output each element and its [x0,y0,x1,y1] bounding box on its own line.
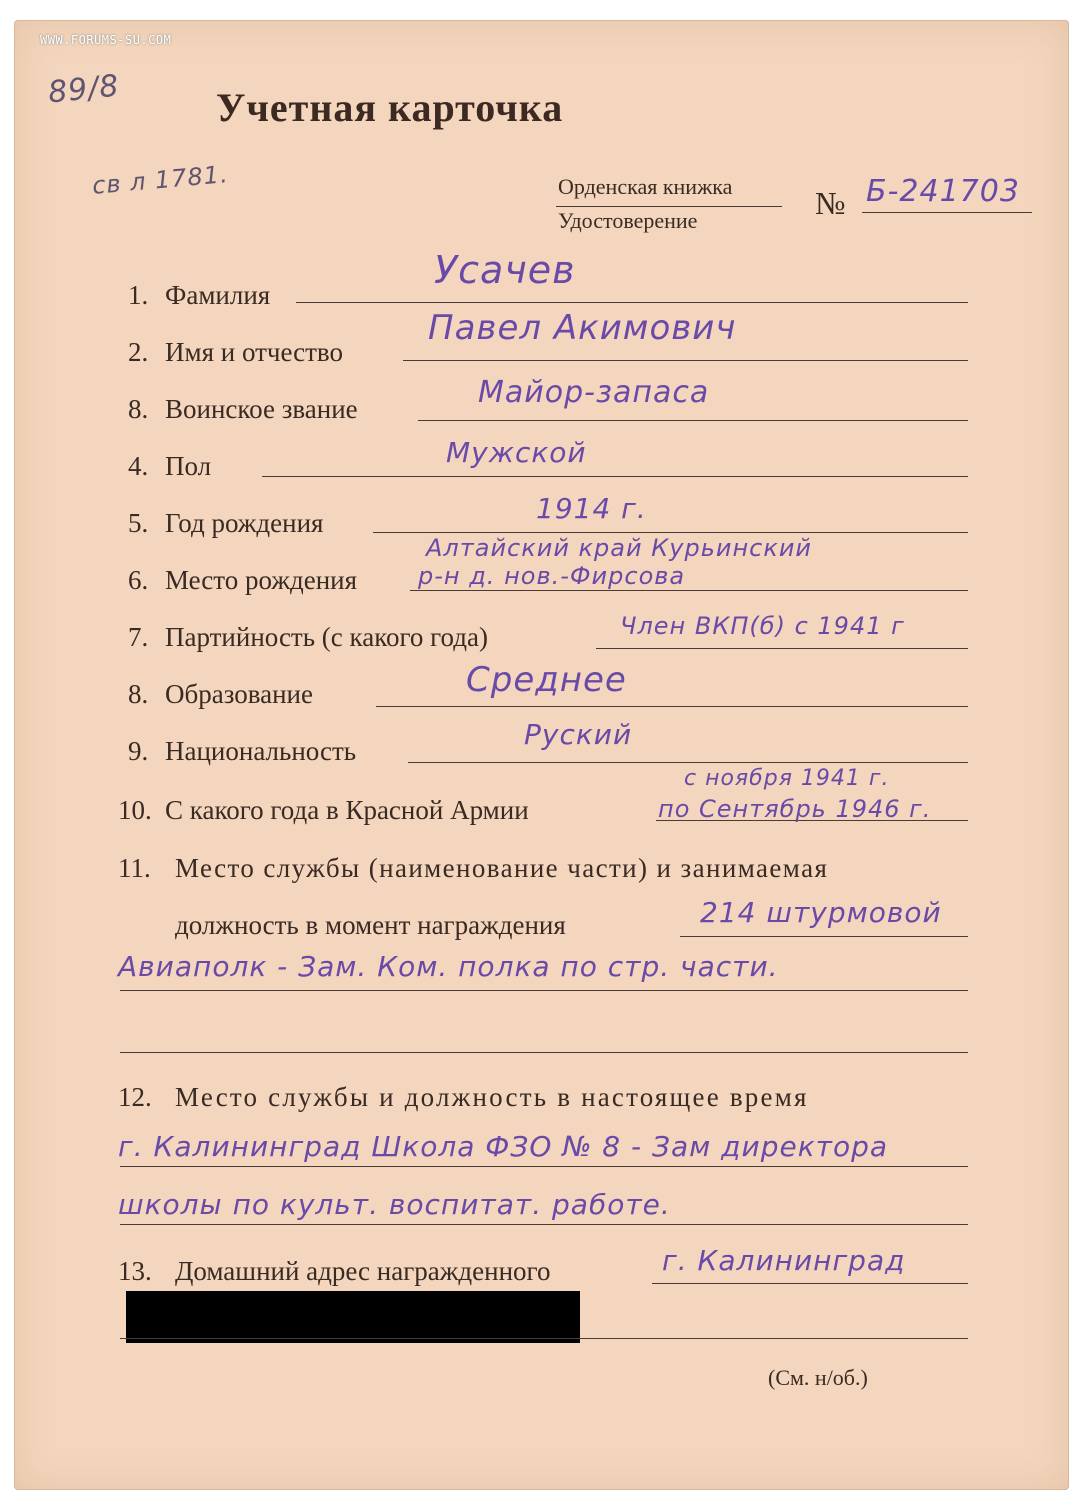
footer-note: (См. н/об.) [768,1365,868,1390]
field-value-home-address: г. Калининград [662,1244,906,1277]
field-label-current-service: Место службы и должность в настоящее время [175,1082,809,1112]
field-line [120,1166,968,1167]
field-line [373,532,968,533]
field-line [418,420,968,421]
field-line [120,1224,968,1225]
field-value-birth-year: 1914 г. [536,492,647,525]
number-label: № [815,185,846,221]
doc-type-strike-line [556,206,782,207]
field-value-party: Член ВКП(б) с 1941 г [620,612,905,640]
number-underline [862,212,1032,213]
redaction-bar [126,1291,580,1343]
field-value-current-service-line2: школы по культ. воспитат. работе. [118,1188,671,1221]
field-label-birth-year: Год рождения [165,508,324,538]
field-label-home-address: Домашний адрес награжденного [175,1256,551,1286]
field-number: 5. [128,508,149,538]
field-line [262,476,968,477]
field-label-rank: Воинское звание [165,394,358,424]
field-label-birthplace: Место рождения [165,565,358,595]
field-number: 1. [128,280,149,310]
field-value-nationality: Руский [524,718,633,751]
field-number: 6. [128,565,149,595]
field-line [296,302,968,303]
field-value-birthplace-line2: р-н д. нов.-Фирсова [418,562,686,590]
field-number: 4. [128,451,149,481]
field-label-army-since: С какого года в Красной Армии [165,795,529,825]
field-line [120,1052,968,1053]
field-line [120,990,968,991]
field-label-nationality: Национальность [165,736,357,766]
field-value-rank: Майор-запаса [478,375,710,410]
field-value-army-from: с ноября 1941 г. [684,766,890,791]
field-label-name: Имя и отчество [165,337,343,367]
field-value-name: Павел Акимович [428,308,737,348]
field-number: 11. [118,853,151,883]
field-label-service-place-award-cont: должность в момент награждения [175,910,566,940]
field-value-current-service-line1: г. Калининград Школа ФЗО № 8 - Зам директора [118,1130,889,1163]
field-line [408,762,968,763]
field-number: 8. [128,679,149,709]
field-number: 12. [118,1082,152,1112]
field-line [410,590,968,591]
field-label-education: Образование [165,679,313,709]
field-line [403,360,968,361]
field-number: 9. [128,736,149,766]
field-label-surname: Фамилия [165,280,271,310]
field-line [120,1338,968,1339]
order-book-number: Б-241703 [866,174,1020,209]
field-label-party: Партийность (с какого года) [165,622,488,652]
field-value-position-award: Авиаполк - Зам. Ком. полка по стр. части. [118,950,779,983]
field-line [596,648,968,649]
watermark: WWW.FORUMS-SU.COM [40,33,172,47]
archive-note: св л 1781. [91,160,230,200]
field-value-birthplace-line1: Алтайский край Курьинский [426,534,813,562]
field-number: 13. [118,1256,152,1286]
field-number: 2. [128,337,149,367]
field-label-service-place-award: Место службы (наименование части) и занимаемая [175,853,829,883]
field-line [376,706,968,707]
doc-type-order-book: Орденская книжка [558,174,733,199]
doc-type-certificate: Удостоверение [558,208,698,233]
card-title: Учетная карточка [216,85,564,130]
field-value-education: Среднее [466,660,627,700]
field-number: 8. [128,394,149,424]
field-value-surname: Усачев [434,248,576,292]
field-number: 7. [128,622,149,652]
field-number: 10. [118,795,152,825]
field-line [652,1283,968,1284]
field-label-sex: Пол [165,451,212,481]
field-value-unit: 214 штурмовой [700,896,942,929]
corner-note: 89/8 [46,68,122,111]
field-value-army-to: по Сентябрь 1946 г. [658,795,932,823]
field-line [680,936,968,937]
field-value-sex: Мужской [446,436,587,469]
